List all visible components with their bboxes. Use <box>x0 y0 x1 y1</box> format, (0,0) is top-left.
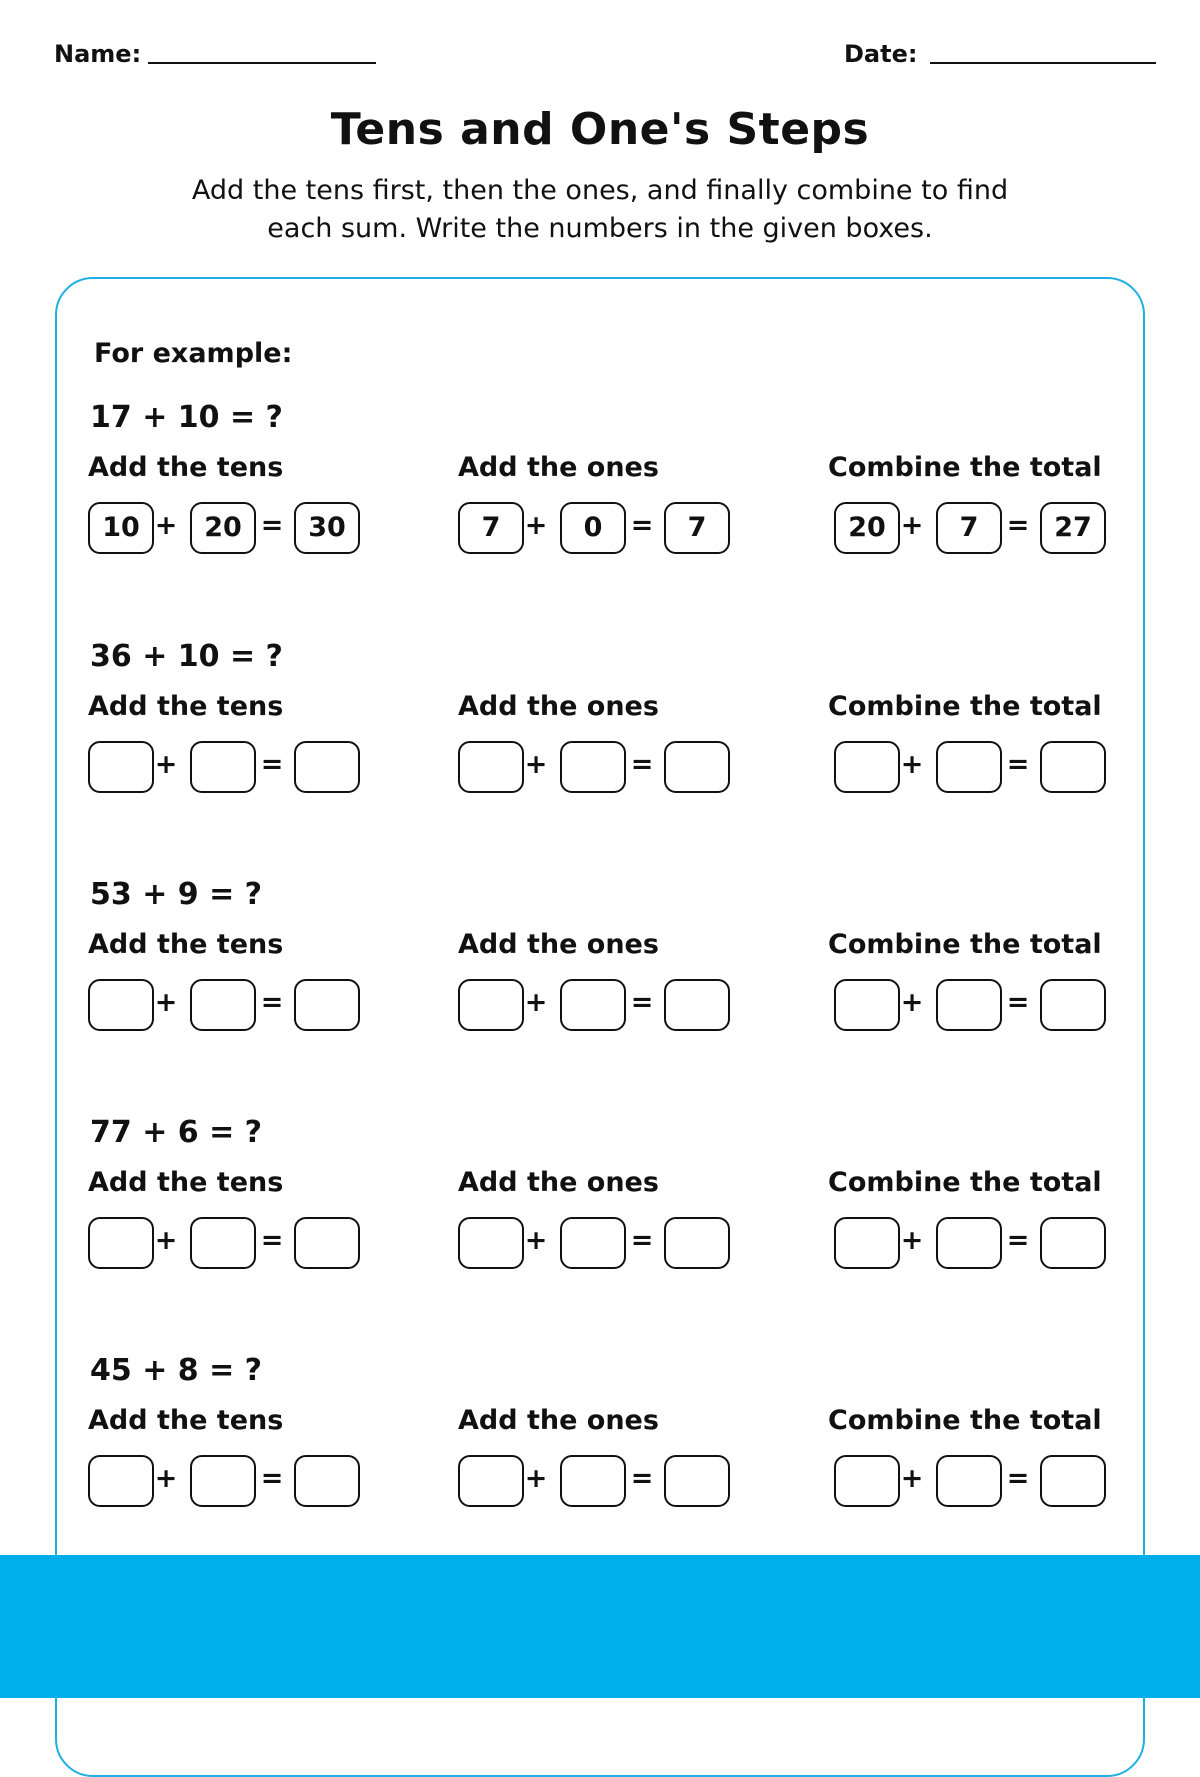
answer-box[interactable] <box>88 979 154 1031</box>
answer-box[interactable] <box>1040 741 1106 793</box>
answer-box[interactable] <box>936 741 1002 793</box>
answer-box[interactable] <box>936 1217 1002 1269</box>
date-line[interactable] <box>930 62 1156 64</box>
answer-box[interactable] <box>294 979 360 1031</box>
answer-box[interactable] <box>458 741 524 793</box>
answer-box[interactable] <box>936 979 1002 1031</box>
step-label-ones: Add the ones <box>458 691 659 722</box>
equals-sign: = <box>630 987 654 1018</box>
problem-4 <box>0 1115 1200 1265</box>
equals-sign: = <box>1006 1225 1030 1256</box>
answer-box[interactable] <box>664 979 730 1031</box>
step-label-combine: Combine the total <box>828 452 1102 483</box>
problem-equation: 17 + 10 = ? <box>90 400 283 435</box>
problem-5 <box>0 1353 1200 1503</box>
name-line[interactable] <box>148 62 376 64</box>
plus-sign: + <box>900 749 924 780</box>
answer-box[interactable]: 7 <box>458 502 524 554</box>
answer-box[interactable]: 10 <box>88 502 154 554</box>
step-label-tens: Add the tens <box>88 691 284 722</box>
answer-box[interactable] <box>190 741 256 793</box>
answer-box[interactable] <box>664 741 730 793</box>
answer-box[interactable]: 7 <box>664 502 730 554</box>
answer-box[interactable] <box>294 1455 360 1507</box>
equals-sign: = <box>1006 510 1030 541</box>
equals-sign: = <box>260 510 284 541</box>
plus-sign: + <box>524 1225 548 1256</box>
plus-sign: + <box>900 987 924 1018</box>
equals-sign: = <box>630 749 654 780</box>
answer-box[interactable] <box>936 1455 1002 1507</box>
instructions-line-2: each sum. Write the numbers in the given boxes. <box>267 213 933 244</box>
instructions <box>0 172 1200 248</box>
answer-box[interactable] <box>294 741 360 793</box>
step-label-ones: Add the ones <box>458 1405 659 1436</box>
step-label-combine: Combine the total <box>828 1405 1102 1436</box>
answer-box[interactable] <box>560 741 626 793</box>
step-label-tens: Add the tens <box>88 1167 284 1198</box>
plus-sign: + <box>154 749 178 780</box>
equals-sign: = <box>260 1463 284 1494</box>
problem-equation: 45 + 8 = ? <box>90 1353 263 1388</box>
answer-box[interactable] <box>834 741 900 793</box>
problem-3 <box>0 877 1200 1027</box>
answer-box[interactable]: 7 <box>936 502 1002 554</box>
equals-sign: = <box>260 987 284 1018</box>
answer-box[interactable]: 27 <box>1040 502 1106 554</box>
answer-box[interactable] <box>1040 979 1106 1031</box>
answer-box[interactable]: 30 <box>294 502 360 554</box>
problem-2 <box>0 639 1200 789</box>
plus-sign: + <box>900 510 924 541</box>
plus-sign: + <box>524 987 548 1018</box>
equals-sign: = <box>1006 1463 1030 1494</box>
equals-sign: = <box>1006 749 1030 780</box>
plus-sign: + <box>900 1463 924 1494</box>
plus-sign: + <box>524 749 548 780</box>
step-label-tens: Add the tens <box>88 452 284 483</box>
plus-sign: + <box>154 1225 178 1256</box>
answer-box[interactable] <box>834 1455 900 1507</box>
instructions-line-1: Add the tens first, then the ones, and finally combine to find <box>191 175 1009 206</box>
step-label-combine: Combine the total <box>828 929 1102 960</box>
answer-box[interactable] <box>190 1217 256 1269</box>
answer-box[interactable] <box>294 1217 360 1269</box>
step-label-tens: Add the tens <box>88 929 284 960</box>
answer-box[interactable] <box>88 1455 154 1507</box>
answer-box[interactable] <box>1040 1217 1106 1269</box>
answer-box[interactable]: 20 <box>190 502 256 554</box>
answer-box[interactable] <box>190 1455 256 1507</box>
date-label: Date: <box>844 40 918 68</box>
answer-box[interactable] <box>88 741 154 793</box>
answer-box[interactable] <box>458 1455 524 1507</box>
answer-box[interactable] <box>560 1455 626 1507</box>
step-label-combine: Combine the total <box>828 1167 1102 1198</box>
equals-sign: = <box>260 1225 284 1256</box>
equals-sign: = <box>630 1225 654 1256</box>
plus-sign: + <box>154 510 178 541</box>
answer-box[interactable]: 20 <box>834 502 900 554</box>
example-label: For example: <box>94 338 293 369</box>
answer-box[interactable] <box>834 979 900 1031</box>
answer-box[interactable] <box>1040 1455 1106 1507</box>
step-label-ones: Add the ones <box>458 452 659 483</box>
answer-box[interactable] <box>88 1217 154 1269</box>
answer-box[interactable] <box>560 1217 626 1269</box>
step-label-ones: Add the ones <box>458 1167 659 1198</box>
equals-sign: = <box>630 510 654 541</box>
problem-equation: 53 + 9 = ? <box>90 877 263 912</box>
equals-sign: = <box>1006 987 1030 1018</box>
answer-box[interactable] <box>664 1217 730 1269</box>
answer-box[interactable] <box>190 979 256 1031</box>
answer-box[interactable] <box>664 1455 730 1507</box>
plus-sign: + <box>154 1463 178 1494</box>
step-label-ones: Add the ones <box>458 929 659 960</box>
answer-box[interactable] <box>834 1217 900 1269</box>
page-title: Tens and One's Steps <box>330 104 870 155</box>
problem-equation: 36 + 10 = ? <box>90 639 283 674</box>
footer-band <box>0 1555 1200 1698</box>
plus-sign: + <box>524 1463 548 1494</box>
answer-box[interactable]: 0 <box>560 502 626 554</box>
equals-sign: = <box>260 749 284 780</box>
plus-sign: + <box>154 987 178 1018</box>
plus-sign: + <box>900 1225 924 1256</box>
answer-box[interactable] <box>458 1217 524 1269</box>
step-label-combine: Combine the total <box>828 691 1102 722</box>
answer-box[interactable] <box>560 979 626 1031</box>
answer-box[interactable] <box>458 979 524 1031</box>
plus-sign: + <box>524 510 548 541</box>
equals-sign: = <box>630 1463 654 1494</box>
step-label-tens: Add the tens <box>88 1405 284 1436</box>
name-label: Name: <box>54 40 142 68</box>
problem-equation: 77 + 6 = ? <box>90 1115 263 1150</box>
problem-1 <box>0 400 1200 550</box>
